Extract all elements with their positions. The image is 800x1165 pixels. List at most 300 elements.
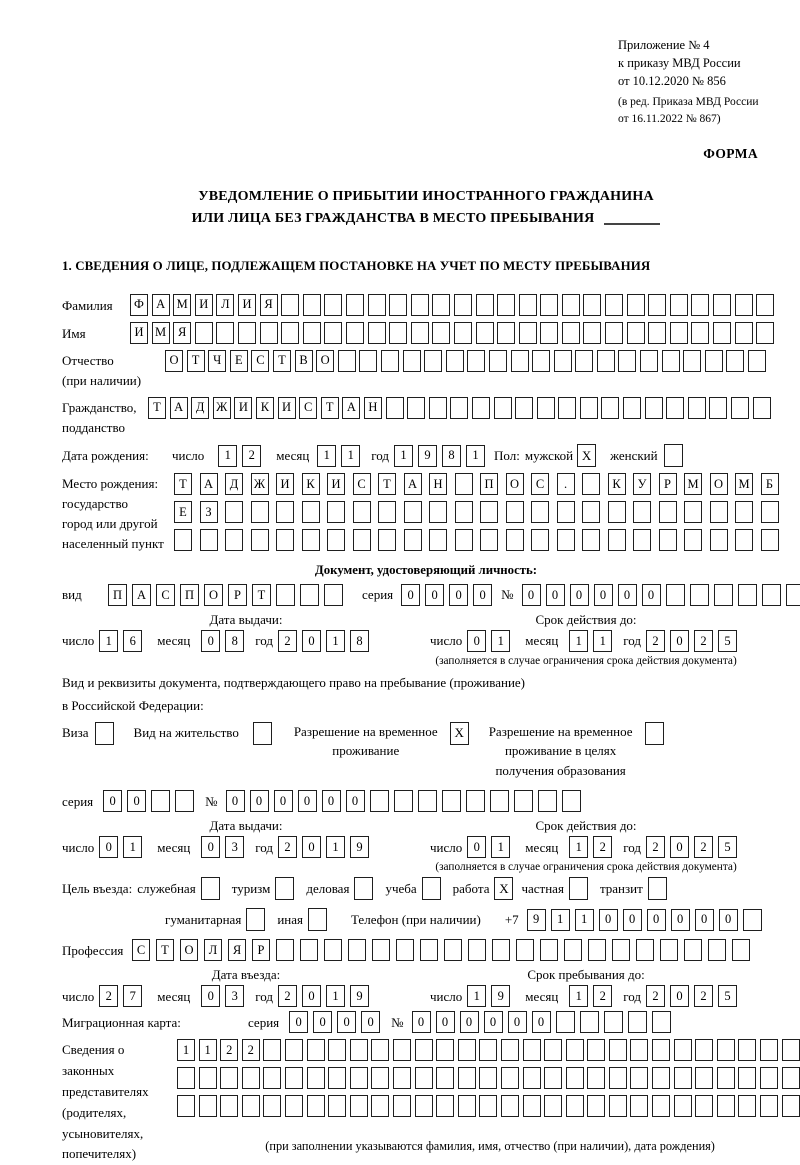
char-cell[interactable] — [175, 790, 194, 812]
char-cell[interactable]: Л — [216, 294, 234, 316]
char-cell[interactable]: С — [132, 939, 150, 961]
char-cell[interactable]: О — [506, 473, 524, 495]
purpose-other-checkbox[interactable] — [308, 908, 327, 931]
char-cell[interactable]: И — [130, 322, 148, 344]
char-cell[interactable]: Я — [228, 939, 246, 961]
char-cell[interactable]: 0 — [302, 630, 321, 652]
char-cell[interactable]: 1 — [467, 985, 486, 1007]
char-cell[interactable] — [225, 529, 243, 551]
char-cell[interactable] — [285, 1067, 303, 1089]
char-cell[interactable] — [582, 529, 600, 551]
char-cell[interactable] — [648, 294, 666, 316]
char-cell[interactable] — [359, 350, 377, 372]
char-cell[interactable]: 2 — [278, 630, 297, 652]
char-cell[interactable] — [691, 322, 709, 344]
char-cell[interactable]: 2 — [593, 836, 612, 858]
char-cell[interactable] — [242, 1067, 260, 1089]
char-cell[interactable]: Р — [659, 473, 677, 495]
char-cell[interactable] — [554, 350, 572, 372]
char-cell[interactable] — [670, 322, 688, 344]
char-cell[interactable]: 0 — [460, 1011, 479, 1033]
char-cell[interactable] — [753, 397, 771, 419]
char-cell[interactable] — [713, 294, 731, 316]
char-cell[interactable] — [324, 322, 342, 344]
char-cell[interactable] — [338, 350, 356, 372]
char-cell[interactable] — [353, 529, 371, 551]
char-cell[interactable]: 0 — [226, 790, 245, 812]
char-cell[interactable]: 0 — [412, 1011, 431, 1033]
char-cell[interactable] — [396, 939, 414, 961]
char-cell[interactable]: Т — [252, 584, 271, 606]
char-cell[interactable] — [307, 1039, 325, 1061]
char-cell[interactable] — [516, 939, 534, 961]
char-cell[interactable]: 2 — [694, 985, 713, 1007]
char-cell[interactable]: 0 — [361, 1011, 380, 1033]
char-cell[interactable] — [531, 529, 549, 551]
char-cell[interactable] — [327, 501, 345, 523]
char-cell[interactable] — [738, 1095, 756, 1117]
char-cell[interactable]: 6 — [123, 630, 142, 652]
char-cell[interactable] — [627, 294, 645, 316]
char-cell[interactable] — [276, 584, 295, 606]
char-cell[interactable]: Т — [156, 939, 174, 961]
char-cell[interactable] — [501, 1039, 519, 1061]
char-cell[interactable]: О — [710, 473, 728, 495]
char-cell[interactable] — [618, 350, 636, 372]
char-cell[interactable] — [281, 294, 299, 316]
purpose-tourism-checkbox[interactable] — [275, 877, 294, 900]
char-cell[interactable]: И — [276, 473, 294, 495]
char-cell[interactable] — [537, 397, 555, 419]
char-cell[interactable]: Е — [174, 501, 192, 523]
char-cell[interactable]: 1 — [491, 630, 510, 652]
char-cell[interactable]: Б — [761, 473, 779, 495]
char-cell[interactable] — [480, 501, 498, 523]
char-cell[interactable] — [566, 1067, 584, 1089]
char-cell[interactable] — [225, 501, 243, 523]
char-cell[interactable]: 0 — [449, 584, 468, 606]
char-cell[interactable]: 0 — [298, 790, 317, 812]
char-cell[interactable]: Т — [148, 397, 166, 419]
char-cell[interactable]: 2 — [220, 1039, 238, 1061]
char-cell[interactable] — [300, 584, 319, 606]
char-cell[interactable] — [608, 529, 626, 551]
char-cell[interactable]: М — [684, 473, 702, 495]
char-cell[interactable]: 0 — [618, 584, 637, 606]
char-cell[interactable] — [458, 1067, 476, 1089]
char-cell[interactable]: Н — [364, 397, 382, 419]
char-cell[interactable]: А — [404, 473, 422, 495]
char-cell[interactable] — [726, 350, 744, 372]
char-cell[interactable] — [346, 322, 364, 344]
char-cell[interactable] — [353, 501, 371, 523]
char-cell[interactable]: У — [633, 473, 651, 495]
char-cell[interactable]: Ж — [213, 397, 231, 419]
char-cell[interactable] — [302, 501, 320, 523]
char-cell[interactable]: К — [608, 473, 626, 495]
char-cell[interactable] — [782, 1039, 800, 1061]
char-cell[interactable] — [690, 584, 709, 606]
char-cell[interactable] — [648, 322, 666, 344]
purpose-transit-checkbox[interactable] — [648, 877, 667, 900]
char-cell[interactable] — [738, 584, 757, 606]
char-cell[interactable] — [633, 529, 651, 551]
char-cell[interactable] — [556, 1011, 575, 1033]
char-cell[interactable]: Ж — [251, 473, 269, 495]
char-cell[interactable] — [587, 1039, 605, 1061]
char-cell[interactable] — [429, 501, 447, 523]
char-cell[interactable]: 9 — [527, 909, 546, 931]
char-cell[interactable] — [636, 939, 654, 961]
char-cell[interactable] — [659, 529, 677, 551]
char-cell[interactable] — [514, 790, 533, 812]
char-cell[interactable] — [177, 1067, 195, 1089]
char-cell[interactable] — [174, 529, 192, 551]
char-cell[interactable] — [418, 790, 437, 812]
char-cell[interactable] — [557, 529, 575, 551]
char-cell[interactable] — [490, 790, 509, 812]
char-cell[interactable] — [684, 529, 702, 551]
char-cell[interactable]: К — [302, 473, 320, 495]
char-cell[interactable] — [216, 322, 234, 344]
char-cell[interactable] — [386, 397, 404, 419]
char-cell[interactable] — [761, 529, 779, 551]
char-cell[interactable]: 0 — [127, 790, 146, 812]
char-cell[interactable]: Я — [260, 294, 278, 316]
char-cell[interactable] — [640, 350, 658, 372]
char-cell[interactable] — [566, 1095, 584, 1117]
char-cell[interactable] — [393, 1095, 411, 1117]
char-cell[interactable] — [633, 501, 651, 523]
char-cell[interactable]: 0 — [201, 985, 220, 1007]
char-cell[interactable]: П — [108, 584, 127, 606]
char-cell[interactable] — [446, 350, 464, 372]
char-cell[interactable] — [328, 1095, 346, 1117]
char-cell[interactable]: И — [234, 397, 252, 419]
char-cell[interactable]: Р — [228, 584, 247, 606]
char-cell[interactable] — [782, 1067, 800, 1089]
char-cell[interactable] — [285, 1039, 303, 1061]
char-cell[interactable] — [540, 322, 558, 344]
char-cell[interactable] — [782, 1095, 800, 1117]
char-cell[interactable]: 0 — [599, 909, 618, 931]
char-cell[interactable] — [630, 1095, 648, 1117]
char-cell[interactable] — [494, 397, 512, 419]
char-cell[interactable] — [588, 939, 606, 961]
char-cell[interactable]: 0 — [201, 836, 220, 858]
char-cell[interactable] — [371, 1095, 389, 1117]
char-cell[interactable]: 0 — [250, 790, 269, 812]
char-cell[interactable]: Т — [378, 473, 396, 495]
char-cell[interactable]: 1 — [218, 445, 237, 467]
char-cell[interactable] — [562, 790, 581, 812]
char-cell[interactable]: 8 — [350, 630, 369, 652]
char-cell[interactable]: 2 — [646, 985, 665, 1007]
char-cell[interactable]: А — [152, 294, 170, 316]
char-cell[interactable] — [731, 397, 749, 419]
char-cell[interactable] — [710, 529, 728, 551]
char-cell[interactable] — [761, 501, 779, 523]
char-cell[interactable] — [251, 501, 269, 523]
char-cell[interactable]: 2 — [694, 630, 713, 652]
purpose-work-checkbox[interactable]: X — [494, 877, 513, 900]
edu-permit-checkbox[interactable] — [645, 722, 664, 745]
char-cell[interactable] — [587, 1095, 605, 1117]
char-cell[interactable] — [300, 939, 318, 961]
char-cell[interactable]: Т — [321, 397, 339, 419]
char-cell[interactable]: М — [173, 294, 191, 316]
purpose-official-checkbox[interactable] — [201, 877, 220, 900]
char-cell[interactable]: И — [327, 473, 345, 495]
char-cell[interactable] — [695, 1095, 713, 1117]
char-cell[interactable] — [786, 584, 800, 606]
char-cell[interactable] — [303, 322, 321, 344]
char-cell[interactable] — [177, 1095, 195, 1117]
char-cell[interactable]: 0 — [670, 985, 689, 1007]
char-cell[interactable] — [519, 294, 537, 316]
char-cell[interactable]: 9 — [418, 445, 437, 467]
char-cell[interactable] — [378, 501, 396, 523]
char-cell[interactable] — [580, 397, 598, 419]
char-cell[interactable]: 0 — [103, 790, 122, 812]
char-cell[interactable] — [263, 1067, 281, 1089]
char-cell[interactable] — [531, 501, 549, 523]
char-cell[interactable] — [659, 501, 677, 523]
char-cell[interactable] — [735, 529, 753, 551]
char-cell[interactable] — [738, 1039, 756, 1061]
char-cell[interactable] — [476, 322, 494, 344]
char-cell[interactable] — [735, 294, 753, 316]
char-cell[interactable]: 9 — [491, 985, 510, 1007]
char-cell[interactable] — [454, 322, 472, 344]
char-cell[interactable]: 0 — [401, 584, 420, 606]
char-cell[interactable] — [497, 294, 515, 316]
purpose-study-checkbox[interactable] — [422, 877, 441, 900]
char-cell[interactable]: Ч — [208, 350, 226, 372]
char-cell[interactable] — [540, 294, 558, 316]
char-cell[interactable]: И — [195, 294, 213, 316]
char-cell[interactable] — [480, 529, 498, 551]
char-cell[interactable] — [389, 322, 407, 344]
char-cell[interactable] — [732, 939, 750, 961]
char-cell[interactable] — [735, 322, 753, 344]
char-cell[interactable]: 0 — [642, 584, 661, 606]
char-cell[interactable] — [666, 584, 685, 606]
char-cell[interactable] — [538, 790, 557, 812]
char-cell[interactable] — [403, 350, 421, 372]
char-cell[interactable]: С — [353, 473, 371, 495]
char-cell[interactable] — [276, 501, 294, 523]
char-cell[interactable]: А — [200, 473, 218, 495]
char-cell[interactable] — [506, 529, 524, 551]
char-cell[interactable] — [393, 1067, 411, 1089]
char-cell[interactable] — [442, 790, 461, 812]
char-cell[interactable]: Д — [191, 397, 209, 419]
char-cell[interactable]: 0 — [322, 790, 341, 812]
char-cell[interactable] — [238, 322, 256, 344]
char-cell[interactable] — [458, 1039, 476, 1061]
char-cell[interactable]: 2 — [278, 836, 297, 858]
char-cell[interactable] — [200, 529, 218, 551]
char-cell[interactable]: С — [299, 397, 317, 419]
char-cell[interactable] — [519, 322, 537, 344]
char-cell[interactable]: 0 — [670, 836, 689, 858]
char-cell[interactable] — [605, 294, 623, 316]
char-cell[interactable] — [684, 501, 702, 523]
char-cell[interactable] — [760, 1095, 778, 1117]
char-cell[interactable] — [285, 1095, 303, 1117]
char-cell[interactable]: 2 — [646, 630, 665, 652]
char-cell[interactable] — [263, 1095, 281, 1117]
char-cell[interactable]: 1 — [177, 1039, 195, 1061]
char-cell[interactable] — [370, 790, 389, 812]
temp-permit-checkbox[interactable]: X — [450, 722, 469, 745]
char-cell[interactable]: 0 — [594, 584, 613, 606]
char-cell[interactable]: К — [256, 397, 274, 419]
char-cell[interactable] — [760, 1067, 778, 1089]
char-cell[interactable] — [717, 1095, 735, 1117]
char-cell[interactable]: П — [480, 473, 498, 495]
char-cell[interactable] — [688, 397, 706, 419]
char-cell[interactable]: 2 — [242, 1039, 260, 1061]
char-cell[interactable] — [515, 397, 533, 419]
char-cell[interactable] — [662, 350, 680, 372]
char-cell[interactable]: М — [735, 473, 753, 495]
char-cell[interactable] — [492, 939, 510, 961]
char-cell[interactable]: 0 — [289, 1011, 308, 1033]
char-cell[interactable]: 8 — [225, 630, 244, 652]
char-cell[interactable]: 2 — [593, 985, 612, 1007]
char-cell[interactable]: 1 — [593, 630, 612, 652]
char-cell[interactable] — [684, 939, 702, 961]
char-cell[interactable]: Т — [187, 350, 205, 372]
char-cell[interactable] — [260, 322, 278, 344]
char-cell[interactable] — [327, 529, 345, 551]
char-cell[interactable]: Ф — [130, 294, 148, 316]
char-cell[interactable] — [597, 350, 615, 372]
char-cell[interactable]: 1 — [199, 1039, 217, 1061]
char-cell[interactable]: Л — [204, 939, 222, 961]
char-cell[interactable]: 9 — [350, 985, 369, 1007]
char-cell[interactable] — [381, 350, 399, 372]
char-cell[interactable] — [281, 322, 299, 344]
char-cell[interactable]: Е — [230, 350, 248, 372]
char-cell[interactable] — [199, 1067, 217, 1089]
char-cell[interactable]: 1 — [569, 836, 588, 858]
char-cell[interactable]: О — [165, 350, 183, 372]
char-cell[interactable] — [263, 1039, 281, 1061]
char-cell[interactable]: Т — [273, 350, 291, 372]
char-cell[interactable] — [566, 1039, 584, 1061]
char-cell[interactable]: . — [557, 473, 575, 495]
char-cell[interactable]: 2 — [99, 985, 118, 1007]
visa-checkbox[interactable] — [95, 722, 114, 745]
char-cell[interactable] — [557, 501, 575, 523]
char-cell[interactable] — [415, 1039, 433, 1061]
char-cell[interactable] — [251, 529, 269, 551]
char-cell[interactable] — [404, 501, 422, 523]
char-cell[interactable] — [307, 1095, 325, 1117]
char-cell[interactable] — [303, 294, 321, 316]
char-cell[interactable] — [450, 397, 468, 419]
char-cell[interactable] — [276, 529, 294, 551]
char-cell[interactable] — [705, 350, 723, 372]
char-cell[interactable]: 0 — [201, 630, 220, 652]
char-cell[interactable]: 0 — [302, 836, 321, 858]
char-cell[interactable] — [532, 350, 550, 372]
char-cell[interactable]: О — [316, 350, 334, 372]
char-cell[interactable] — [472, 397, 490, 419]
char-cell[interactable]: Д — [225, 473, 243, 495]
char-cell[interactable]: 2 — [242, 445, 261, 467]
char-cell[interactable] — [601, 397, 619, 419]
char-cell[interactable]: 2 — [694, 836, 713, 858]
char-cell[interactable]: 1 — [466, 445, 485, 467]
char-cell[interactable]: 0 — [695, 909, 714, 931]
char-cell[interactable] — [324, 939, 342, 961]
char-cell[interactable]: С — [251, 350, 269, 372]
char-cell[interactable]: 1 — [341, 445, 360, 467]
char-cell[interactable] — [710, 501, 728, 523]
char-cell[interactable]: 0 — [313, 1011, 332, 1033]
char-cell[interactable] — [328, 1067, 346, 1089]
char-cell[interactable]: И — [238, 294, 256, 316]
char-cell[interactable] — [609, 1095, 627, 1117]
char-cell[interactable] — [458, 1095, 476, 1117]
char-cell[interactable]: 0 — [623, 909, 642, 931]
char-cell[interactable]: 0 — [532, 1011, 551, 1033]
char-cell[interactable] — [220, 1095, 238, 1117]
char-cell[interactable]: П — [180, 584, 199, 606]
char-cell[interactable]: 1 — [569, 985, 588, 1007]
char-cell[interactable] — [371, 1067, 389, 1089]
char-cell[interactable] — [307, 1067, 325, 1089]
char-cell[interactable] — [628, 1011, 647, 1033]
char-cell[interactable]: 0 — [337, 1011, 356, 1033]
char-cell[interactable] — [523, 1095, 541, 1117]
char-cell[interactable]: 2 — [278, 985, 297, 1007]
purpose-private-checkbox[interactable] — [569, 877, 588, 900]
char-cell[interactable] — [748, 350, 766, 372]
char-cell[interactable]: 5 — [718, 836, 737, 858]
char-cell[interactable]: С — [156, 584, 175, 606]
char-cell[interactable] — [558, 397, 576, 419]
char-cell[interactable] — [540, 939, 558, 961]
char-cell[interactable]: 1 — [326, 630, 345, 652]
char-cell[interactable] — [511, 350, 529, 372]
char-cell[interactable]: А — [170, 397, 188, 419]
char-cell[interactable] — [454, 294, 472, 316]
char-cell[interactable] — [424, 350, 442, 372]
char-cell[interactable]: 0 — [467, 836, 486, 858]
char-cell[interactable] — [717, 1067, 735, 1089]
char-cell[interactable] — [324, 584, 343, 606]
char-cell[interactable]: 0 — [99, 836, 118, 858]
gender-female-checkbox[interactable] — [664, 444, 683, 467]
char-cell[interactable] — [466, 790, 485, 812]
char-cell[interactable] — [674, 1095, 692, 1117]
char-cell[interactable] — [666, 397, 684, 419]
char-cell[interactable]: М — [152, 322, 170, 344]
char-cell[interactable] — [523, 1039, 541, 1061]
char-cell[interactable] — [630, 1067, 648, 1089]
char-cell[interactable] — [564, 939, 582, 961]
char-cell[interactable] — [350, 1095, 368, 1117]
char-cell[interactable] — [605, 322, 623, 344]
char-cell[interactable] — [407, 397, 425, 419]
char-cell[interactable] — [583, 294, 601, 316]
char-cell[interactable] — [738, 1067, 756, 1089]
